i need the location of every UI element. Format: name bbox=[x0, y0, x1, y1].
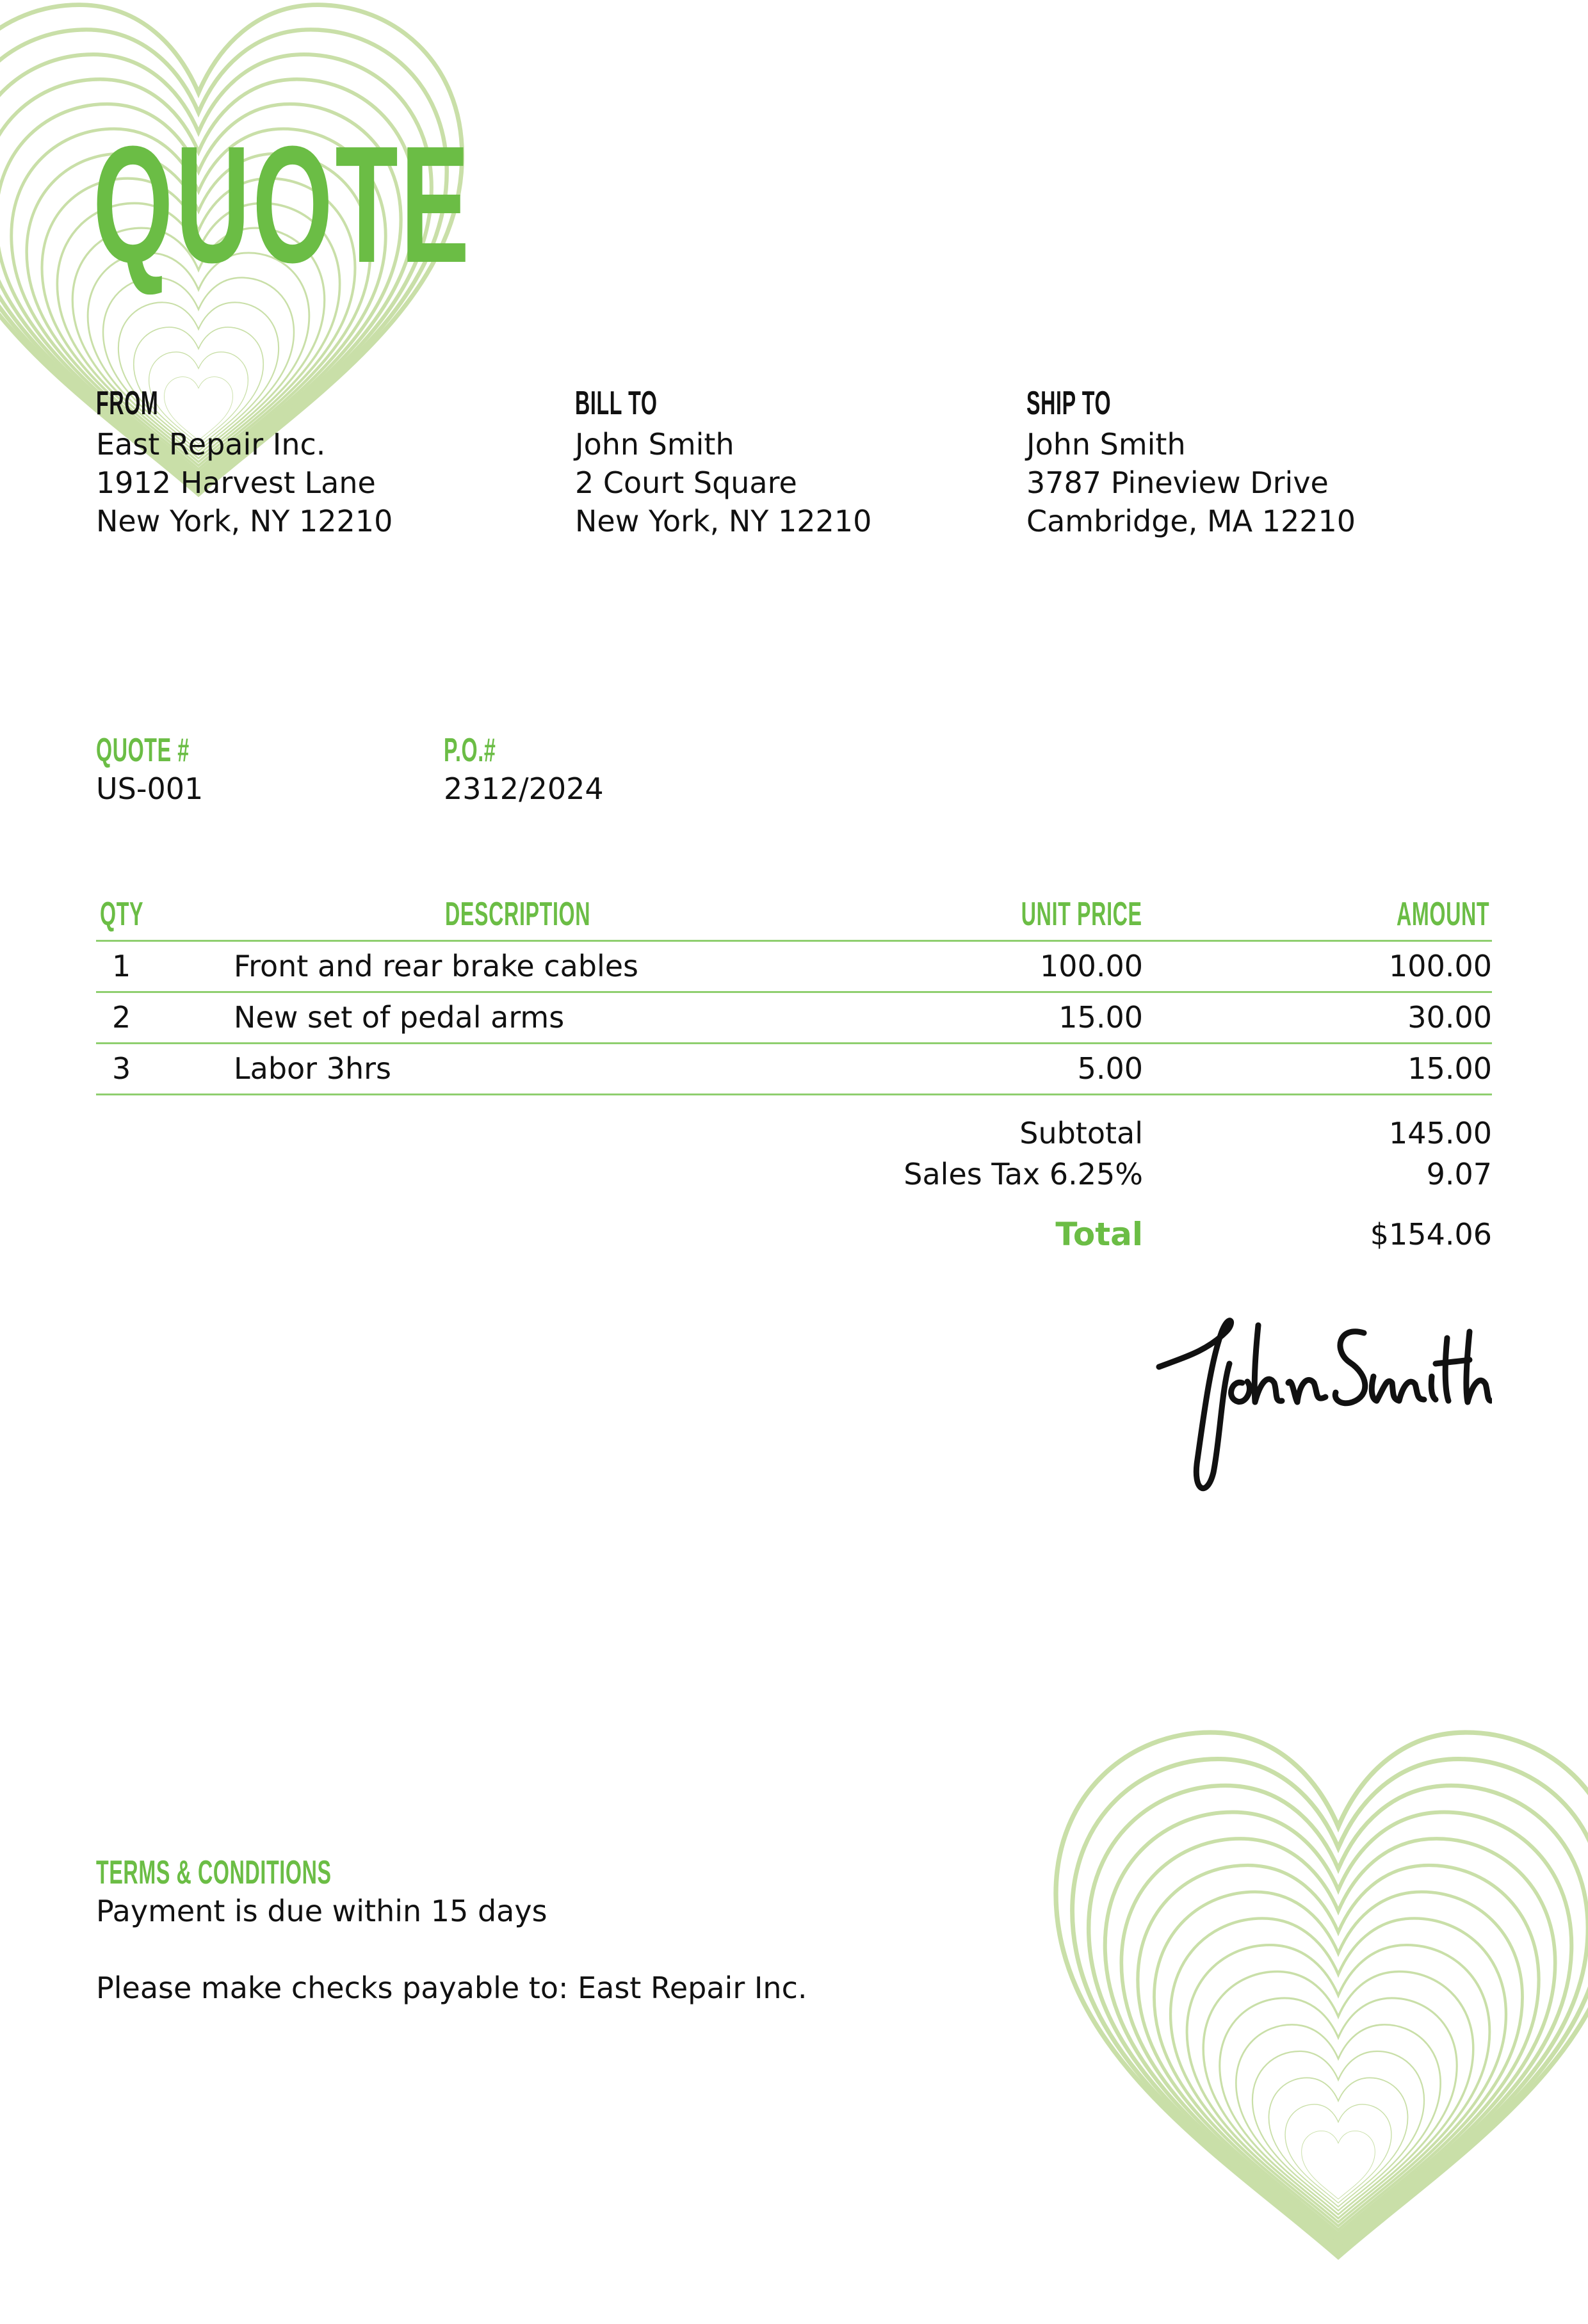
cell-amount: 15.00 bbox=[1407, 1051, 1492, 1086]
from-line: East Repair Inc. bbox=[96, 427, 326, 462]
ship-to-line: Cambridge, MA 12210 bbox=[1026, 504, 1356, 538]
cell-amount: 100.00 bbox=[1389, 949, 1492, 983]
subtotal-value: 145.00 bbox=[1389, 1116, 1492, 1150]
header-description: DESCRIPTION bbox=[445, 896, 591, 933]
from-line: New York, NY 12210 bbox=[96, 504, 393, 538]
header-unit-price: UNIT PRICE bbox=[1021, 896, 1142, 933]
table-row bbox=[96, 942, 1492, 993]
heart-ring bbox=[1171, 1918, 1506, 2229]
heart-ring bbox=[1154, 1892, 1522, 2234]
heart-ring bbox=[1220, 1998, 1457, 2218]
cell-description: Front and rear brake cables bbox=[234, 949, 639, 983]
po-number-label: P.O.# bbox=[444, 732, 496, 769]
heart-ring bbox=[1236, 2024, 1440, 2214]
heart-ring bbox=[1302, 2131, 1375, 2199]
signature bbox=[1146, 1287, 1492, 1505]
cell-description: Labor 3hrs bbox=[234, 1051, 391, 1086]
ship-to-label: SHIP TO bbox=[1026, 385, 1112, 422]
total-row bbox=[96, 1215, 1492, 1256]
heart-ring bbox=[1121, 1839, 1555, 2241]
cell-qty: 1 bbox=[112, 949, 131, 983]
from-label: FROM bbox=[96, 385, 159, 422]
table-header bbox=[96, 889, 1492, 942]
terms-label: TERMS & CONDITIONS bbox=[96, 1854, 332, 1891]
tax-value: 9.07 bbox=[1426, 1157, 1492, 1191]
quote-number-block bbox=[96, 731, 247, 808]
subtotal-row bbox=[96, 1114, 1492, 1155]
ship-to-block bbox=[1026, 384, 1436, 540]
heart-ring bbox=[1269, 2078, 1408, 2206]
cell-amount: 30.00 bbox=[1407, 1000, 1492, 1035]
from-block bbox=[96, 384, 506, 540]
bill-to-line: John Smith bbox=[575, 427, 734, 462]
bill-to-line: 2 Court Square bbox=[575, 465, 797, 500]
header-amount: AMOUNT bbox=[1396, 896, 1489, 933]
quote-number-label: QUOTE # bbox=[96, 732, 190, 769]
heart-ring bbox=[1252, 2051, 1424, 2211]
bill-to-label: BILL TO bbox=[575, 385, 658, 422]
table-row bbox=[96, 993, 1492, 1044]
ship-to-line: John Smith bbox=[1026, 427, 1186, 462]
cell-unit-price: 15.00 bbox=[1058, 1000, 1143, 1035]
total-label: Total bbox=[1055, 1216, 1143, 1253]
po-number-value: 2312/2024 bbox=[444, 771, 604, 806]
header-qty: QTY bbox=[100, 896, 144, 933]
document-title: QUOTE bbox=[93, 112, 472, 298]
heart-ring bbox=[1073, 1759, 1588, 2252]
heart-ring bbox=[1056, 1732, 1588, 2257]
terms-block bbox=[96, 1853, 928, 2007]
total-value: $154.06 bbox=[1370, 1217, 1492, 1252]
tax-label: Sales Tax 6.25% bbox=[903, 1157, 1143, 1191]
quote-number-value: US-001 bbox=[96, 771, 204, 806]
heart-ring bbox=[1187, 1945, 1490, 2226]
heart-rings-bottom bbox=[1056, 1732, 1588, 2257]
heart-ring bbox=[1105, 1812, 1572, 2245]
from-line: 1912 Harvest Lane bbox=[96, 465, 376, 500]
heart-decoration-bottom-icon bbox=[986, 1652, 1588, 2324]
bill-to-line: New York, NY 12210 bbox=[575, 504, 872, 538]
bill-to-block bbox=[575, 384, 985, 540]
terms-line: Payment is due within 15 days bbox=[96, 1894, 547, 1928]
totals-block bbox=[96, 1114, 1492, 1256]
cell-unit-price: 5.00 bbox=[1077, 1051, 1143, 1086]
heart-ring bbox=[1138, 1865, 1539, 2237]
line-items-table bbox=[96, 889, 1492, 1095]
po-number-block bbox=[444, 731, 604, 808]
ship-to-line: 3787 Pineview Drive bbox=[1026, 465, 1329, 500]
subtotal-label: Subtotal bbox=[1019, 1116, 1143, 1150]
heart-ring bbox=[1089, 1786, 1588, 2249]
cell-description: New set of pedal arms bbox=[234, 1000, 565, 1035]
heart-ring bbox=[1285, 2104, 1391, 2203]
heart-ring bbox=[1203, 1971, 1473, 2222]
terms-line: Please make checks payable to: East Repair Inc. bbox=[96, 1971, 807, 2005]
cell-unit-price: 100.00 bbox=[1040, 949, 1143, 983]
tax-row bbox=[96, 1155, 1492, 1196]
table-row bbox=[96, 1044, 1492, 1095]
cell-qty: 2 bbox=[112, 1000, 131, 1035]
cell-qty: 3 bbox=[112, 1051, 131, 1086]
